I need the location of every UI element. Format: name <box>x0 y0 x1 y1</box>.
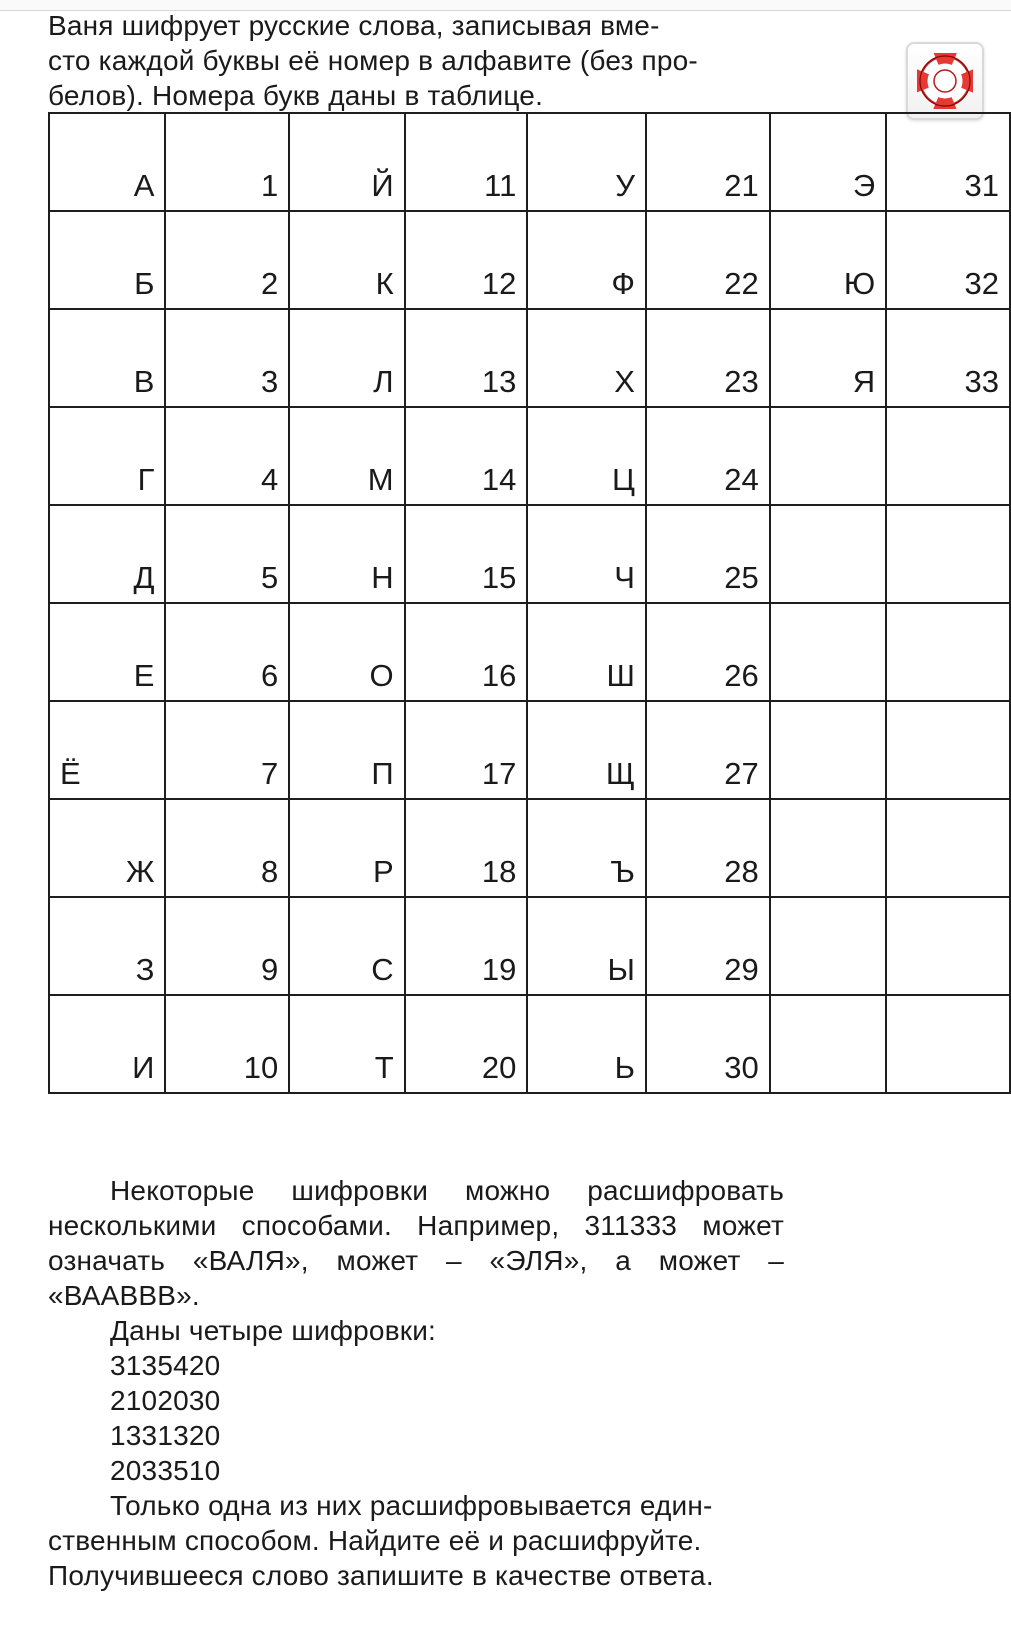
lifebuoy-icon <box>917 53 973 109</box>
intro-paragraph <box>48 8 784 113</box>
number-cell: 16 <box>405 603 528 701</box>
letter-cell: Й <box>289 113 404 211</box>
letter-cell: Ь <box>527 995 646 1093</box>
table-row <box>49 897 1010 995</box>
letter-cell: Ц <box>527 407 646 505</box>
number-cell: 32 <box>886 211 1010 309</box>
number-cell <box>886 799 1010 897</box>
letter-cell: Ъ <box>527 799 646 897</box>
number-cell: 3 <box>165 309 289 407</box>
number-cell: 6 <box>165 603 289 701</box>
number-cell: 22 <box>646 211 770 309</box>
alphabet-table-body <box>49 113 1010 1093</box>
task-line: ственным способом. Найдите её и расшифруйте. <box>48 1525 702 1556</box>
bottom-section <box>48 1173 784 1593</box>
table-row <box>49 505 1010 603</box>
letter-cell: И <box>49 995 165 1093</box>
intro-line: сто каждой буквы её номер в алфавите (без про- <box>48 45 698 76</box>
letter-cell: У <box>527 113 646 211</box>
number-cell: 17 <box>405 701 528 799</box>
letter-cell <box>770 897 886 995</box>
number-cell <box>886 995 1010 1093</box>
letter-cell: Б <box>49 211 165 309</box>
letter-cell: Я <box>770 309 886 407</box>
table-row <box>49 799 1010 897</box>
number-cell <box>886 603 1010 701</box>
letter-cell: Н <box>289 505 404 603</box>
task-paragraph <box>48 1488 784 1593</box>
number-cell: 23 <box>646 309 770 407</box>
letter-cell: М <box>289 407 404 505</box>
number-cell <box>886 701 1010 799</box>
letter-cell: Ж <box>49 799 165 897</box>
number-cell: 11 <box>405 113 528 211</box>
letter-cell: Ф <box>527 211 646 309</box>
letter-cell <box>770 799 886 897</box>
number-cell: 30 <box>646 995 770 1093</box>
number-cell: 8 <box>165 799 289 897</box>
letter-cell: Ю <box>770 211 886 309</box>
number-cell: 2 <box>165 211 289 309</box>
letter-cell: О <box>289 603 404 701</box>
table-row <box>49 603 1010 701</box>
number-cell: 24 <box>646 407 770 505</box>
help-button[interactable] <box>906 42 984 120</box>
code-item: 3135420 <box>110 1350 221 1381</box>
number-cell: 28 <box>646 799 770 897</box>
letter-cell <box>770 407 886 505</box>
table-row <box>49 309 1010 407</box>
table-row <box>49 211 1010 309</box>
number-cell: 1 <box>165 113 289 211</box>
intro-line: Ваня шифрует русские слова, записывая вме- <box>48 10 660 41</box>
number-cell: 14 <box>405 407 528 505</box>
letter-cell <box>770 995 886 1093</box>
table-row <box>49 701 1010 799</box>
letter-cell: Д <box>49 505 165 603</box>
number-cell: 20 <box>405 995 528 1093</box>
number-cell: 12 <box>405 211 528 309</box>
number-cell <box>886 897 1010 995</box>
letter-cell: Ё <box>49 701 165 799</box>
letter-cell: З <box>49 897 165 995</box>
number-cell: 18 <box>405 799 528 897</box>
letter-cell: С <box>289 897 404 995</box>
intro-line: белов). Номера букв даны в таблице. <box>48 80 544 111</box>
letter-cell: К <box>289 211 404 309</box>
number-cell: 13 <box>405 309 528 407</box>
letter-cell: Р <box>289 799 404 897</box>
number-cell: 10 <box>165 995 289 1093</box>
number-cell: 19 <box>405 897 528 995</box>
letter-cell <box>770 701 886 799</box>
number-cell: 4 <box>165 407 289 505</box>
number-cell: 15 <box>405 505 528 603</box>
letter-cell: А <box>49 113 165 211</box>
letter-cell: Х <box>527 309 646 407</box>
code-item: 1331320 <box>110 1420 221 1451</box>
task-line: Только одна из них расшифровывается един- <box>110 1490 713 1521</box>
number-cell: 5 <box>165 505 289 603</box>
number-cell: 9 <box>165 897 289 995</box>
number-cell: 21 <box>646 113 770 211</box>
letter-cell: В <box>49 309 165 407</box>
letter-cell <box>770 603 886 701</box>
letter-cell: Э <box>770 113 886 211</box>
table-row <box>49 407 1010 505</box>
number-cell <box>886 505 1010 603</box>
number-cell: 33 <box>886 309 1010 407</box>
letter-cell: Е <box>49 603 165 701</box>
given-label: Даны четыре шифровки: <box>110 1315 437 1346</box>
number-cell: 29 <box>646 897 770 995</box>
number-cell: 25 <box>646 505 770 603</box>
letter-cell <box>770 505 886 603</box>
example-paragraph: Некоторые шифровки можно расшифровать несколькими способами. Например, 311333 может означать «ВАЛЯ», может – «ЭЛЯ», а может – «ВААВВВ». <box>48 1175 784 1311</box>
number-cell: 7 <box>165 701 289 799</box>
letter-cell: Ч <box>527 505 646 603</box>
alphabet-table <box>48 112 1011 1094</box>
table-row <box>49 995 1010 1093</box>
number-cell <box>886 407 1010 505</box>
table-row <box>49 113 1010 211</box>
code-item: 2102030 <box>110 1385 221 1416</box>
task-line: Получившееся слово запишите в качестве ответа. <box>48 1560 714 1591</box>
number-cell: 26 <box>646 603 770 701</box>
letter-cell: П <box>289 701 404 799</box>
code-item: 2033510 <box>110 1455 221 1486</box>
letter-cell: Г <box>49 407 165 505</box>
letter-cell: Т <box>289 995 404 1093</box>
letter-cell: Ы <box>527 897 646 995</box>
letter-cell: Л <box>289 309 404 407</box>
letter-cell: Щ <box>527 701 646 799</box>
number-cell: 31 <box>886 113 1010 211</box>
number-cell: 27 <box>646 701 770 799</box>
letter-cell: Ш <box>527 603 646 701</box>
